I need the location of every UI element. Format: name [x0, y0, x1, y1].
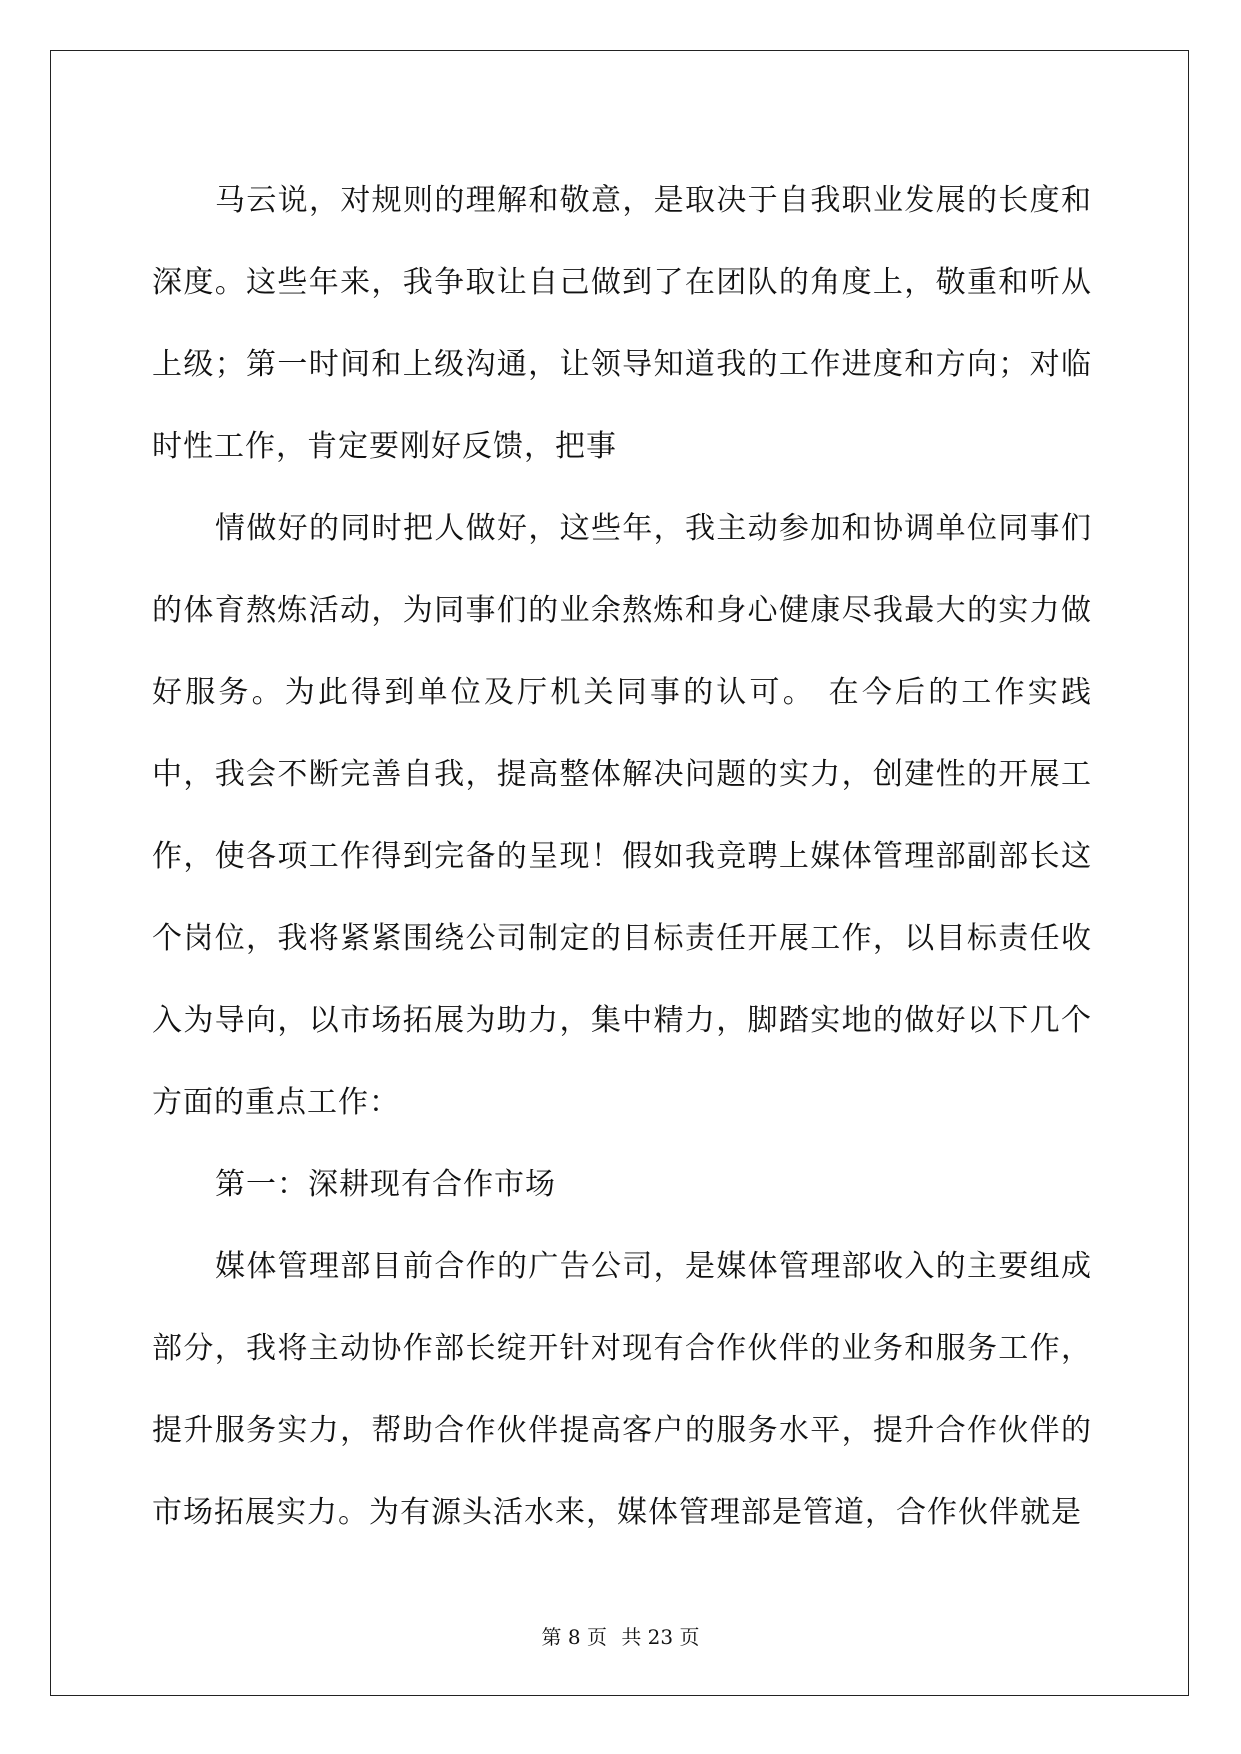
page-footer — [0, 1625, 1241, 1649]
page-total: 共 23 页 — [621, 1625, 700, 1649]
document-body — [152, 160, 1092, 1554]
paragraph-2: 情做好的同时把人做好，这些年，我主动参加和协调单位同事们的体育熬炼活动，为同事们的业余熬炼和身心健康尽我最大的实力做好服务。为此得到单位及厅机关同事的认可。 在今后的工作实践中，我会不断完善自我，提高整体解决问题的实力，创建性的开展工作，使各项工作得到完备的呈现！假如我竞聘上媒体管理部副部长这个岗位，我将紧紧围绕公司制定的目标责任开展工作，以目标责任收入为导向，以市场拓展为助力，集中精力，脚踏实地的做好以下几个方面的重点工作： — [152, 511, 1092, 1120]
paragraph-1: 马云说，对规则的理解和敬意，是取决于自我职业发展的长度和深度。这些年来，我争取让自己做到了在团队的角度上，敬重和听从上级；第一时间和上级沟通，让领导知道我的工作进度和方向；对临时性工作，肯定要刚好反馈，把事 — [152, 183, 1092, 464]
paragraph-3-heading: 第一：深耕现有合作市场 — [215, 1167, 556, 1202]
page-number: 第 8 页 — [541, 1625, 607, 1649]
paragraph-4: 媒体管理部目前合作的广告公司，是媒体管理部收入的主要组成部分，我将主动协作部长绽开针对现有合作伙伴的业务和服务工作，提升服务实力，帮助合作伙伴提高客户的服务水平，提升合作伙伴的市场拓展实力。为有源头活水来，媒体管理部是管道，合作伙伴就是 — [152, 1249, 1092, 1530]
